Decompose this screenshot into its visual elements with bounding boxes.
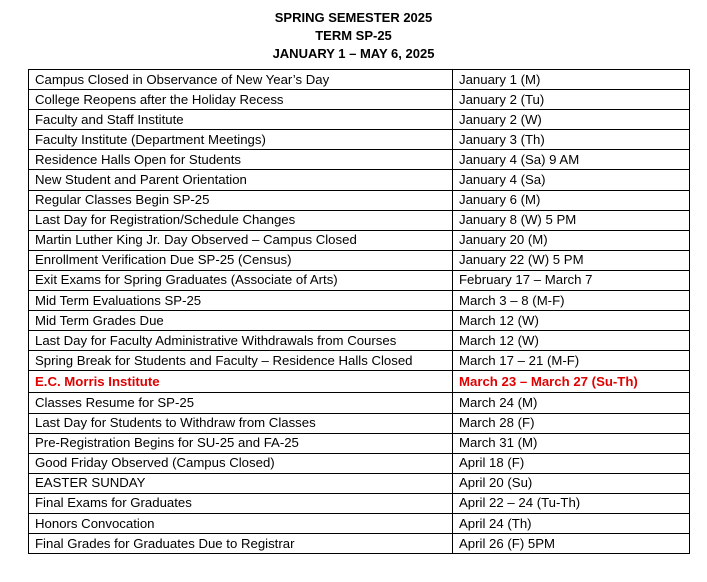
event-cell: New Student and Parent Orientation: [29, 170, 453, 190]
table-row: [29, 70, 690, 90]
event-cell: Regular Classes Begin SP-25: [29, 190, 453, 210]
date-cell: April 26 (F) 5PM: [453, 534, 690, 554]
event-cell: E.C. Morris Institute: [29, 371, 453, 393]
table-row: [29, 473, 690, 493]
semester-title: SPRING SEMESTER 2025: [274, 10, 433, 25]
table-row: [29, 250, 690, 270]
table-row: [29, 190, 690, 210]
table-row: [29, 130, 690, 150]
event-cell: College Reopens after the Holiday Recess: [29, 90, 453, 110]
table-row: [29, 413, 690, 433]
term-title: TERM SP-25: [315, 28, 392, 43]
event-cell: Classes Resume for SP-25: [29, 393, 453, 413]
date-cell: January 4 (Sa): [453, 170, 690, 190]
date-cell: March 28 (F): [453, 413, 690, 433]
table-row: [29, 110, 690, 130]
date-cell: April 24 (Th): [453, 513, 690, 533]
date-cell: March 12 (W): [453, 331, 690, 351]
event-cell: Faculty and Staff Institute: [29, 110, 453, 130]
date-cell: January 22 (W) 5 PM: [453, 250, 690, 270]
table-row: [29, 513, 690, 533]
table-row: [29, 270, 690, 290]
date-cell: March 31 (M): [453, 433, 690, 453]
calendar-table-body: [29, 70, 690, 554]
table-row: [29, 493, 690, 513]
event-cell: Mid Term Evaluations SP-25: [29, 291, 453, 311]
table-row: [29, 331, 690, 351]
table-row: [29, 311, 690, 331]
event-cell: Spring Break for Students and Faculty – Residence Halls Closed: [29, 351, 453, 371]
table-row: [29, 90, 690, 110]
date-cell: January 6 (M): [453, 190, 690, 210]
table-row: [29, 453, 690, 473]
event-cell: Faculty Institute (Department Meetings): [29, 130, 453, 150]
date-cell: January 1 (M): [453, 70, 690, 90]
event-cell: Residence Halls Open for Students: [29, 150, 453, 170]
event-cell: Enrollment Verification Due SP-25 (Census): [29, 250, 453, 270]
date-cell: March 12 (W): [453, 311, 690, 331]
table-row: [29, 393, 690, 413]
event-cell: Mid Term Grades Due: [29, 311, 453, 331]
date-cell: January 2 (W): [453, 110, 690, 130]
date-cell: March 3 – 8 (M-F): [453, 291, 690, 311]
date-cell: January 2 (Tu): [453, 90, 690, 110]
table-row: [29, 433, 690, 453]
date-cell: April 20 (Su): [453, 473, 690, 493]
table-row: [29, 210, 690, 230]
date-cell: February 17 – March 7: [453, 270, 690, 290]
table-row: [29, 371, 690, 393]
date-cell: January 4 (Sa) 9 AM: [453, 150, 690, 170]
table-row: [29, 534, 690, 554]
event-cell: Last Day for Students to Withdraw from Classes: [29, 413, 453, 433]
table-row: [29, 230, 690, 250]
date-cell: January 8 (W) 5 PM: [453, 210, 690, 230]
calendar-heading: [0, 0, 707, 63]
event-cell: Final Exams for Graduates: [29, 493, 453, 513]
event-cell: EASTER SUNDAY: [29, 473, 453, 493]
event-cell: Pre-Registration Begins for SU-25 and FA-25: [29, 433, 453, 453]
date-cell: January 3 (Th): [453, 130, 690, 150]
date-cell: January 20 (M): [453, 230, 690, 250]
event-cell: Honors Convocation: [29, 513, 453, 533]
event-cell: Final Grades for Graduates Due to Registrar: [29, 534, 453, 554]
date-cell: March 24 (M): [453, 393, 690, 413]
date-cell: March 23 – March 27 (Su-Th): [453, 371, 690, 393]
table-row: [29, 170, 690, 190]
table-row: [29, 291, 690, 311]
event-cell: Last Day for Faculty Administrative Withdrawals from Courses: [29, 331, 453, 351]
date-cell: April 22 – 24 (Tu-Th): [453, 493, 690, 513]
event-cell: Exit Exams for Spring Graduates (Associate of Arts): [29, 270, 453, 290]
table-row: [29, 351, 690, 371]
event-cell: Campus Closed in Observance of New Year’s Day: [29, 70, 453, 90]
date-cell: March 17 – 21 (M-F): [453, 351, 690, 371]
event-cell: Last Day for Registration/Schedule Changes: [29, 210, 453, 230]
table-row: [29, 150, 690, 170]
event-cell: Good Friday Observed (Campus Closed): [29, 453, 453, 473]
date-cell: April 18 (F): [453, 453, 690, 473]
calendar-table: [28, 69, 690, 554]
date-range-title: JANUARY 1 – MAY 6, 2025: [272, 46, 435, 61]
event-cell: Martin Luther King Jr. Day Observed – Campus Closed: [29, 230, 453, 250]
